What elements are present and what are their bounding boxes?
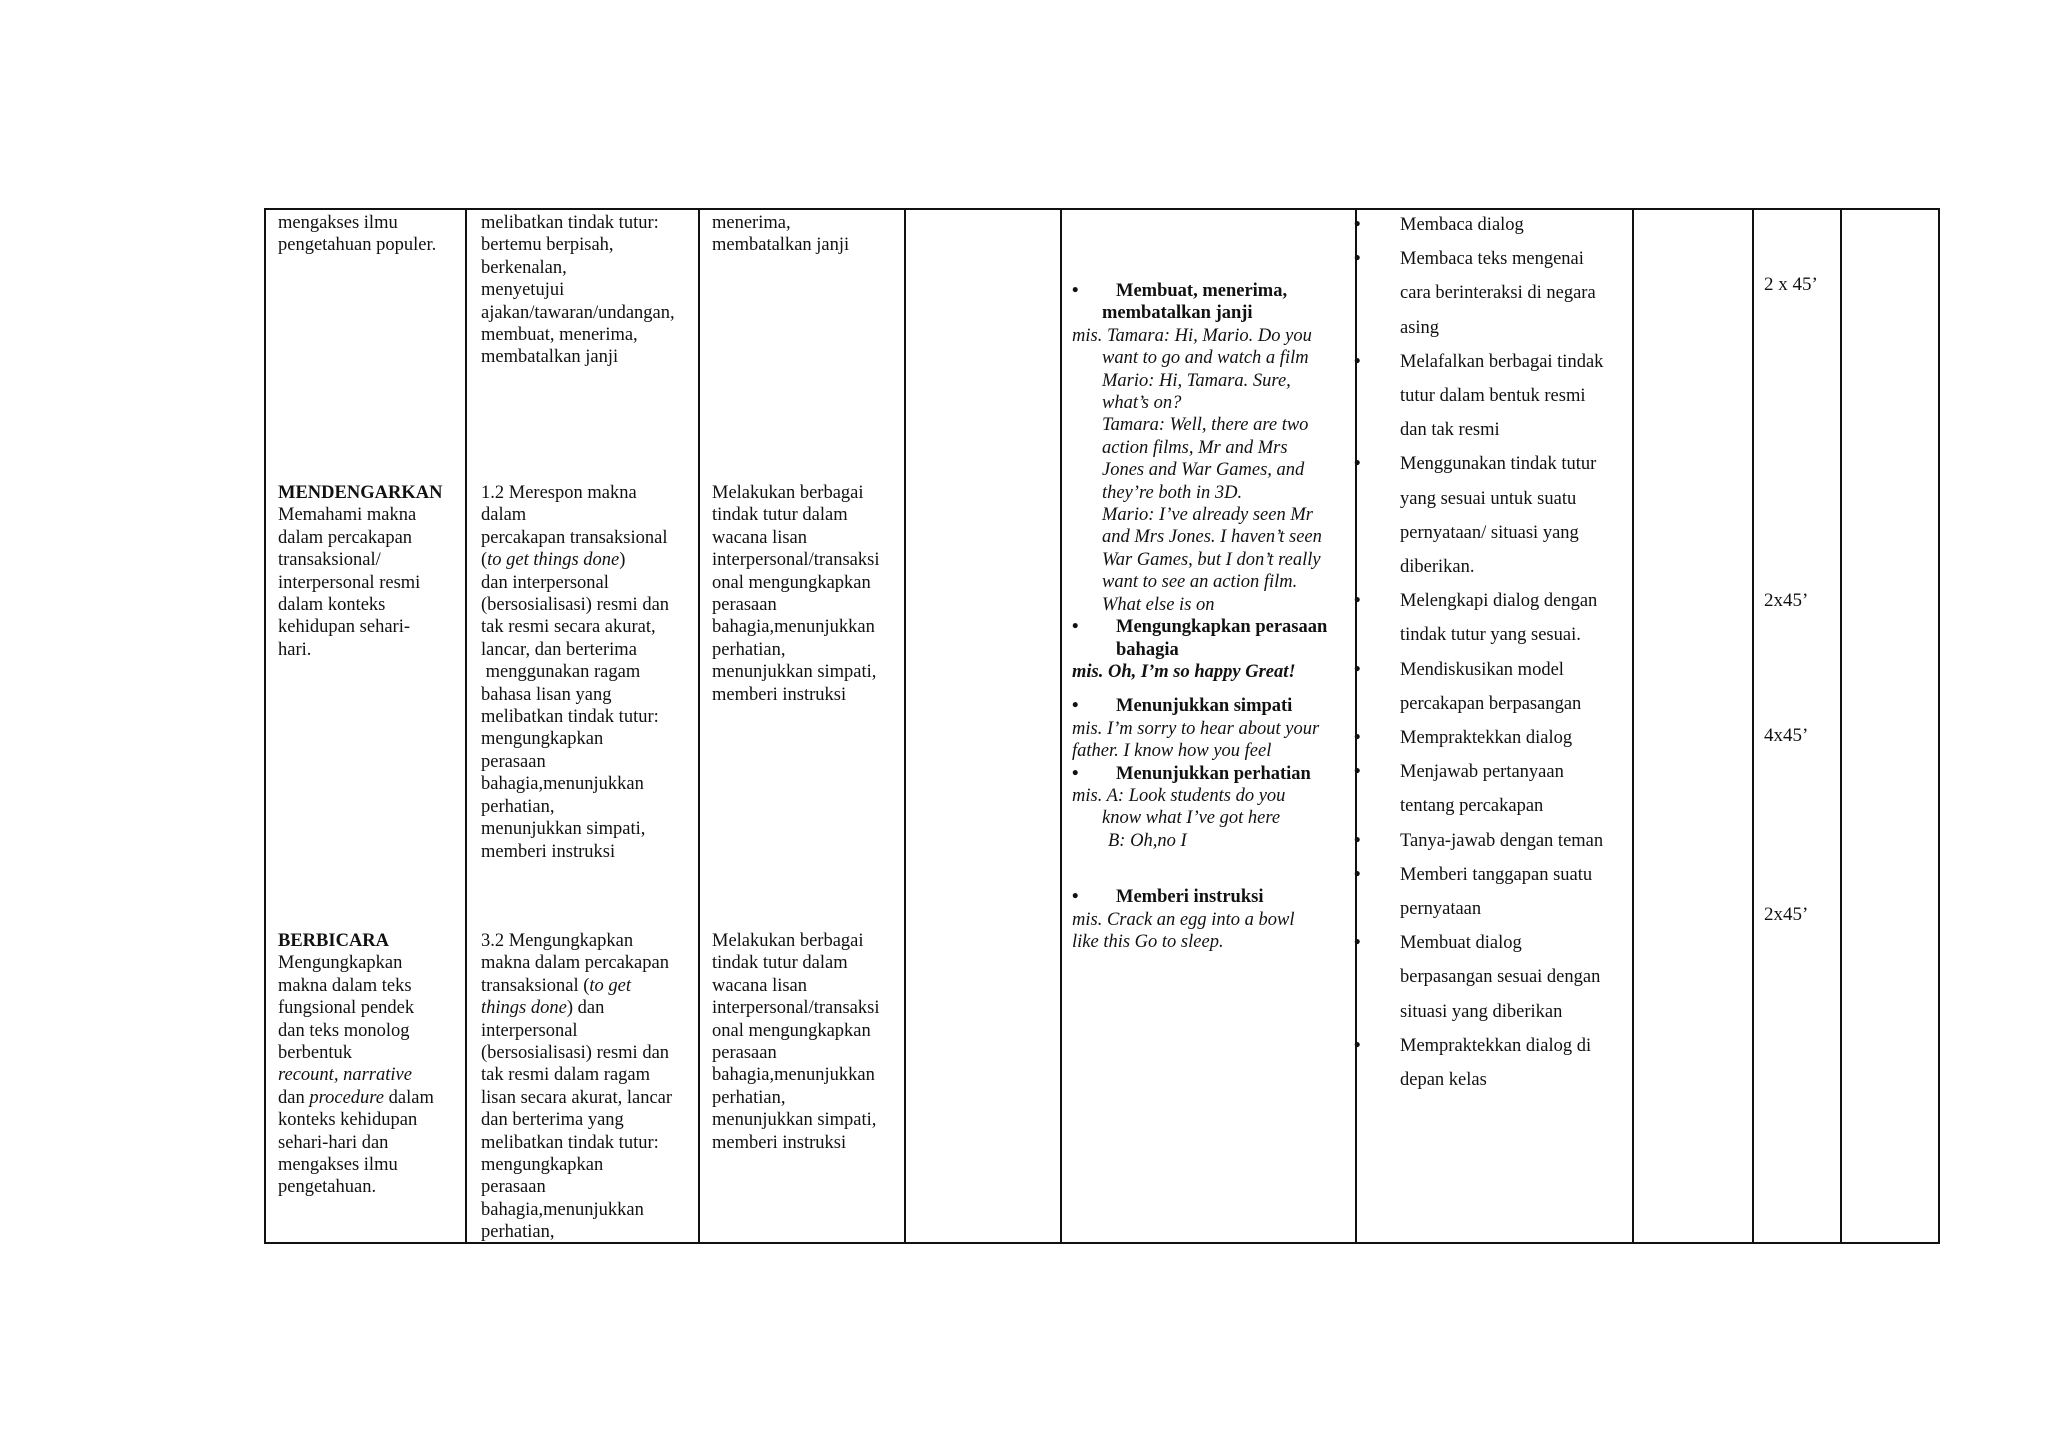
activity-line: tutur dalam bentuk resmi <box>1400 386 1586 407</box>
example-line: mis. Oh, I’m so happy Great! <box>1072 661 1296 682</box>
column-divider <box>465 210 467 1242</box>
text-fragment: to get things done <box>487 550 620 571</box>
text-line: perasaan <box>712 1043 777 1064</box>
activity-line: • Mendiskusikan model <box>1400 659 1564 680</box>
text-line: menunjukkan simpati, <box>712 1110 877 1131</box>
indicator-listening <box>712 482 879 706</box>
text-line: pengetahuan. <box>278 1177 377 1198</box>
text-fragment: dalam <box>384 1087 434 1108</box>
text-line: mengungkapkan <box>481 729 604 750</box>
activity-line: • Membaca teks mengenai <box>1400 249 1584 270</box>
text-line: interpersonal resmi <box>278 572 421 593</box>
text-line: bertemu berpisah, <box>481 235 614 256</box>
basic-competency-continued <box>481 212 675 369</box>
time-allocation: 4x45’ <box>1764 725 1809 746</box>
text-line: perasaan <box>481 751 546 772</box>
activity-item <box>1356 208 1603 242</box>
text-line: tindak tutur dalam <box>712 505 848 526</box>
activity-line: • Melengkapi dialog dengan <box>1400 591 1598 612</box>
text-line: bahagia,menunjukkan <box>712 1065 875 1086</box>
column-divider <box>698 210 700 1242</box>
column-divider <box>1752 210 1754 1242</box>
column-divider <box>904 210 906 1242</box>
text-line: perhatian, <box>481 1222 555 1243</box>
text-line: menyetujui <box>481 280 565 301</box>
material-heading: bahagia <box>1116 639 1179 660</box>
activity-item <box>1356 858 1603 926</box>
text-fragment: ) dan <box>566 998 605 1019</box>
activity-item <box>1356 653 1603 721</box>
text-fragment: ) <box>619 550 626 571</box>
text-line: tak resmi secara akurat, <box>481 617 656 638</box>
text-line: onal mengungkapkan <box>712 1020 871 1041</box>
text-line: transaksional/ <box>278 550 381 571</box>
text-line: melibatkan tindak tutur: <box>481 1132 659 1153</box>
example-line: mis. Tamara: Hi, Mario. Do you <box>1072 325 1312 346</box>
basic-competency-3-2 <box>481 930 672 1244</box>
text-line: wacana lisan <box>712 527 808 548</box>
example-line: want to see an action film. <box>1102 572 1298 593</box>
text-line: perasaan <box>712 595 777 616</box>
text-line: perhatian, <box>712 1087 786 1108</box>
text-line: melibatkan tindak tutur: <box>481 707 659 728</box>
material-heading: • Memberi instruksi <box>1072 886 1327 908</box>
activity-item <box>1356 926 1603 1029</box>
text-line: dalam <box>481 505 527 526</box>
activity-line: pernyataan/ situasi yang <box>1400 522 1579 543</box>
example-line: Jones and War Games, and <box>1102 460 1305 481</box>
text-line: membatalkan janji <box>712 235 850 256</box>
syllabus-table <box>264 208 1940 1244</box>
text-line: memberi instruksi <box>712 1132 847 1153</box>
text-fragment: transaksional ( <box>481 975 590 996</box>
text-fragment: things done <box>481 998 567 1019</box>
text-fragment: to get <box>589 975 632 996</box>
text-line: 1.2 Merespon makna <box>481 483 637 503</box>
column-divider <box>1060 210 1062 1242</box>
activity-line: • Memberi tanggapan suatu <box>1400 864 1593 885</box>
text-line: mengakses ilmu <box>278 1155 398 1176</box>
material-cell <box>1072 280 1327 953</box>
activity-line: • Tanya-jawab dengan teman <box>1400 830 1604 851</box>
activity-line: percakapan berpasangan <box>1400 693 1582 714</box>
text-line: bahasa lisan yang <box>481 684 612 705</box>
text-line: interpersonal <box>481 1020 578 1041</box>
example-line: mis. A: Look students do you <box>1072 785 1286 806</box>
activity-item <box>1356 755 1603 823</box>
text-line: dan teks monolog <box>278 1020 410 1041</box>
activity-line: • Menjawab pertanyaan <box>1400 762 1564 783</box>
activity-line: • Mempraktekkan dialog <box>1400 728 1573 749</box>
indicator-speaking <box>712 930 879 1154</box>
text-line: ajakan/tawaran/undangan, <box>481 302 675 323</box>
example-line: mis. Crack an egg into a bowl <box>1072 909 1295 930</box>
activity-line: tindak tutur yang sesuai. <box>1400 625 1581 646</box>
text-line: mengakses ilmu <box>278 213 398 233</box>
text-line <box>278 1087 434 1109</box>
indicator-continued <box>712 212 849 257</box>
time-allocation: 2x45’ <box>1764 904 1809 925</box>
example-line: mis. I’m sorry to hear about your <box>1072 718 1320 739</box>
text-line: perhatian, <box>481 796 555 817</box>
text-line <box>481 997 672 1019</box>
text-line: sehari-hari dan <box>278 1132 389 1153</box>
activity-item <box>1356 345 1603 448</box>
activity-item <box>1356 824 1603 858</box>
text-line <box>481 549 669 571</box>
text-line: (bersosialisasi) resmi dan <box>481 595 670 616</box>
activity-line: diberikan. <box>1400 557 1475 578</box>
example-line: what’s on? <box>1102 393 1182 414</box>
text-line: lisan secara akurat, lancar <box>481 1087 673 1108</box>
activity-item <box>1356 1029 1603 1097</box>
example-line: B: Oh,no I <box>1108 830 1187 851</box>
activity-line: yang sesuai untuk suatu <box>1400 488 1577 509</box>
material-heading: • Mengungkapkan perasaan <box>1072 616 1327 638</box>
time-allocation: 2 x 45’ <box>1764 274 1818 295</box>
text-line: melibatkan tindak tutur: <box>481 213 659 233</box>
activity-line: asing <box>1400 317 1440 338</box>
text-line: kehidupan sehari- <box>278 617 411 638</box>
text-line: berbentuk <box>278 1043 352 1064</box>
activity-line: • Mempraktekkan dialog di <box>1400 1035 1592 1056</box>
text-line <box>481 975 672 997</box>
text-line: menerima, <box>712 213 791 233</box>
text-line: makna dalam percakapan <box>481 953 669 974</box>
skill-heading: MENDENGARKAN <box>278 483 443 503</box>
text-line: bahagia,menunjukkan <box>481 1199 644 1220</box>
activity-line: dan tak resmi <box>1400 420 1500 441</box>
example-line: they’re both in 3D. <box>1102 482 1243 503</box>
activity-line: • Menggunakan tindak tutur <box>1400 454 1597 475</box>
example-line: know what I’ve got here <box>1102 808 1281 829</box>
text-line: interpersonal/transaksi <box>712 998 880 1019</box>
text-fragment: procedure <box>309 1087 385 1108</box>
material-heading: • Menunjukkan simpati <box>1072 695 1327 717</box>
text-line: makna dalam teks <box>278 975 412 996</box>
column-divider <box>1840 210 1842 1242</box>
text-line: lancar, dan berterima <box>481 639 637 660</box>
text-line: membuat, menerima, <box>481 325 638 346</box>
text-line: hari. <box>278 639 312 660</box>
text-line: recount, narrative <box>278 1065 412 1086</box>
activity-item <box>1356 447 1603 584</box>
text-line: dalam konteks <box>278 595 386 616</box>
text-line: interpersonal/transaksi <box>712 550 880 571</box>
text-line: menunjukkan simpati, <box>481 819 646 840</box>
text-line: menunjukkan simpati, <box>712 662 877 683</box>
example-line: and Mrs Jones. I haven’t seen <box>1102 527 1322 548</box>
text-line: dan interpersonal <box>481 572 609 593</box>
skill-heading: BERBICARA <box>278 931 390 951</box>
example-line: action films, Mr and Mrs <box>1102 437 1288 458</box>
text-line: memberi instruksi <box>712 684 847 705</box>
example-line: Tamara: Well, there are two <box>1102 415 1309 436</box>
text-line: Memahami makna <box>278 505 417 526</box>
text-line: membatalkan janji <box>481 347 619 368</box>
example-line: want to go and watch a film <box>1102 348 1309 369</box>
text-line: Mengungkapkan <box>278 953 403 974</box>
material-heading: • Menunjukkan perhatian <box>1072 763 1327 785</box>
material-heading: • Membuat, menerima, <box>1072 280 1327 302</box>
text-line: 3.2 Mengungkapkan <box>481 931 634 951</box>
activity-line: cara berinteraksi di negara <box>1400 283 1596 304</box>
competency-continued <box>278 212 436 257</box>
text-line: (bersosialisasi) resmi dan <box>481 1043 670 1064</box>
text-line: dalam percakapan <box>278 527 413 548</box>
text-line: percakapan transaksional <box>481 527 668 548</box>
text-line: tindak tutur dalam <box>712 953 848 974</box>
example-line: War Games, but I don’t really <box>1102 549 1321 570</box>
text-line: bahagia,menunjukkan <box>712 617 875 638</box>
text-fragment: dan <box>278 1087 310 1108</box>
activity-item <box>1356 721 1603 755</box>
example-line: Mario: I’ve already seen Mr <box>1102 505 1313 526</box>
text-line: pengetahuan populer. <box>278 235 437 256</box>
basic-competency-1-2 <box>481 482 669 863</box>
activity-line: • Membuat dialog <box>1400 933 1522 954</box>
competency-speaking <box>278 930 434 1199</box>
text-fragment: ( <box>481 550 488 571</box>
text-line: konteks kehidupan <box>278 1110 418 1131</box>
activity-line: • Membaca dialog <box>1400 215 1524 235</box>
text-line: Melakukan berbagai <box>712 483 864 503</box>
time-allocation: 2x45’ <box>1764 590 1809 611</box>
competency-listening <box>278 482 442 661</box>
example-line: father. I know how you feel <box>1072 741 1272 762</box>
activity-line: berpasangan sesuai dengan <box>1400 967 1601 988</box>
text-line: perasaan <box>481 1177 546 1198</box>
activity-line: situasi yang diberikan <box>1400 1001 1563 1022</box>
text-line: mengungkapkan <box>481 1155 604 1176</box>
example-line: Mario: Hi, Tamara. Sure, <box>1102 370 1291 391</box>
text-line: Melakukan berbagai <box>712 931 864 951</box>
activity-line: depan kelas <box>1400 1070 1487 1091</box>
text-line: wacana lisan <box>712 975 808 996</box>
example-line: like this Go to sleep. <box>1072 931 1224 952</box>
text-line: bahagia,menunjukkan <box>481 774 644 795</box>
activity-line: tentang percakapan <box>1400 796 1544 817</box>
text-line: dan berterima yang <box>481 1110 624 1131</box>
column-divider <box>1632 210 1634 1242</box>
text-line: onal mengungkapkan <box>712 572 871 593</box>
text-line: menggunakan ragam <box>481 662 641 683</box>
activities-list <box>1356 208 1603 1097</box>
activity-line: • Melafalkan berbagai tindak <box>1400 351 1604 372</box>
example-line: What else is on <box>1102 594 1215 615</box>
text-line: berkenalan, <box>481 257 567 278</box>
text-line: memberi instruksi <box>481 841 616 862</box>
material-heading: membatalkan janji <box>1102 303 1253 324</box>
text-line: tak resmi dalam ragam <box>481 1065 651 1086</box>
activity-item <box>1356 242 1603 345</box>
text-line: fungsional pendek <box>278 998 415 1019</box>
activity-item <box>1356 584 1603 652</box>
activity-line: pernyataan <box>1400 899 1482 920</box>
text-line: perhatian, <box>712 639 786 660</box>
